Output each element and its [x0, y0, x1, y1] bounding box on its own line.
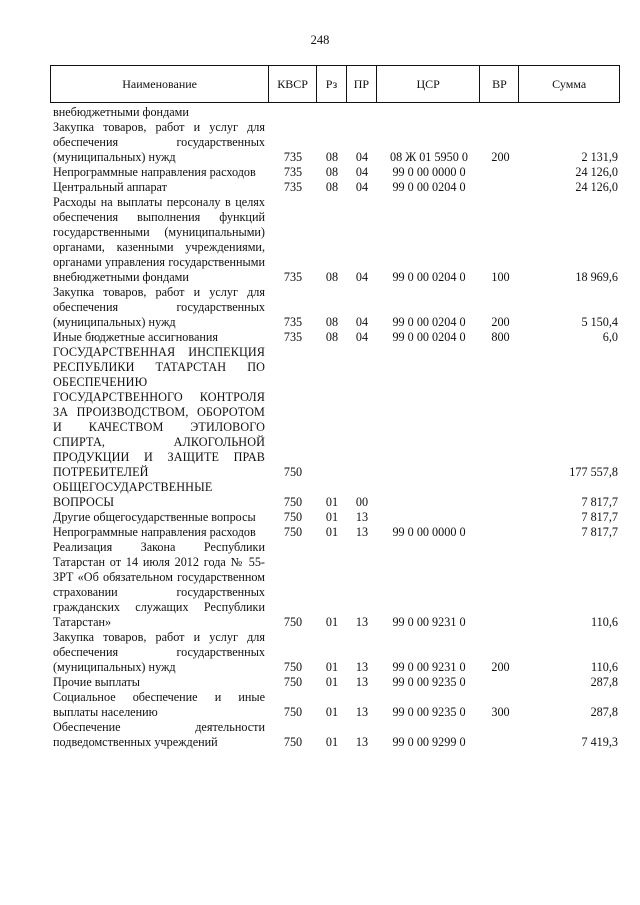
- cell-csr: 99 0 00 9235 0: [392, 705, 466, 719]
- table-row: [50, 345, 620, 480]
- table-row: [50, 525, 620, 540]
- cell-csr: [377, 480, 481, 510]
- cell-rz: 01: [325, 735, 339, 749]
- cell-vr: [481, 345, 520, 480]
- header-name: Наименование: [51, 66, 269, 102]
- cell-name: Закупка товаров, работ и услуг для обеспечения государственных (муниципальных) нужд: [53, 630, 265, 674]
- cell-rz: 08: [325, 315, 339, 329]
- cell-pr: 13: [355, 510, 369, 524]
- cell-rz: 08: [325, 330, 339, 344]
- table-body: [50, 105, 620, 750]
- cell-rz: [317, 105, 347, 120]
- cell-rz: 01: [325, 615, 339, 629]
- cell-rz: 01: [325, 660, 339, 674]
- header-vr: ВР: [480, 66, 519, 102]
- cell-pr: 04: [355, 330, 369, 344]
- cell-pr: 13: [355, 675, 369, 689]
- cell-sum: 110,6: [591, 615, 618, 629]
- table-row: [50, 540, 620, 630]
- cell-pr: 04: [355, 270, 369, 284]
- cell-name: Реализация Закона Республики Татарстан от 14 июля 2012 года № 55-ЗРТ «Об обязательном государственном страховании государственных гражданских служащих Республики Татарстан»: [53, 540, 265, 629]
- cell-kvsr: 750: [283, 675, 303, 689]
- cell-name: Иные бюджетные ассигнования: [53, 330, 219, 344]
- cell-sum: 7 817,7: [581, 510, 618, 524]
- cell-pr: 13: [355, 660, 369, 674]
- cell-csr: 99 0 00 0204 0: [392, 270, 466, 284]
- header-kvsr: КВСР: [269, 66, 317, 102]
- cell-csr: 99 0 00 9231 0: [392, 615, 466, 629]
- cell-kvsr: 750: [283, 510, 303, 524]
- cell-sum: 287,8: [590, 675, 618, 689]
- table-row: [50, 480, 620, 510]
- table-row: [50, 105, 620, 120]
- cell-name: Прочие выплаты: [53, 675, 140, 689]
- cell-vr: [481, 675, 520, 690]
- cell-pr: [347, 345, 377, 480]
- cell-name: Непрограммные направления расходов: [53, 165, 256, 179]
- table-row: [50, 165, 620, 180]
- cell-sum: 110,6: [591, 660, 618, 674]
- cell-name: Непрограммные направления расходов: [53, 525, 256, 539]
- cell-csr: 99 0 00 9235 0: [392, 675, 466, 689]
- cell-pr: 00: [355, 495, 369, 509]
- cell-vr: [481, 480, 520, 510]
- cell-csr: 99 0 00 0204 0: [392, 315, 466, 329]
- cell-csr: 99 0 00 9299 0: [392, 735, 466, 749]
- cell-kvsr: 735: [283, 270, 303, 284]
- cell-name: Обеспечение деятельности подведомственных учреждений: [53, 720, 265, 749]
- cell-rz: 08: [325, 150, 339, 164]
- cell-kvsr: 750: [283, 465, 303, 479]
- cell-vr: 200: [491, 660, 510, 674]
- table-row: [50, 195, 620, 285]
- cell-pr: 13: [355, 615, 369, 629]
- cell-vr: 200: [491, 315, 510, 329]
- table-row: [50, 675, 620, 690]
- cell-vr: [481, 540, 520, 630]
- table-row: [50, 180, 620, 195]
- cell-csr: [377, 345, 481, 480]
- table-header: [50, 65, 620, 103]
- cell-rz: 01: [325, 525, 339, 539]
- cell-sum: 287,8: [590, 705, 618, 719]
- header-sum: Сумма: [552, 76, 587, 91]
- cell-sum: 7 817,7: [581, 495, 618, 509]
- cell-rz: 01: [325, 510, 339, 524]
- cell-sum: 7 419,3: [581, 735, 618, 749]
- header-rz: Рз: [317, 66, 347, 102]
- table-row: [50, 690, 620, 720]
- cell-kvsr: [269, 105, 317, 120]
- cell-rz: 01: [325, 675, 339, 689]
- cell-name: ГОСУДАРСТВЕННАЯ ИНСПЕКЦИЯ РЕСПУБЛИКИ ТАТАРСТАН ПО ОБЕСПЕЧЕНИЮ ГОСУДАРСТВЕННОГО КОНТРОЛЯ ЗА ПРОИЗВОДСТВОМ, ОБОРОТОМ И КАЧЕСТВОМ ЭТИЛОВОГО СПИРТА, АЛКОГОЛЬНОЙ ПРОДУКЦИИ И ЗАЩИТЕ ПРАВ ПОТРЕБИТЕЛЕЙ: [53, 345, 265, 479]
- cell-kvsr: 735: [283, 150, 303, 164]
- cell-csr: [377, 105, 481, 120]
- cell-vr: 300: [491, 705, 510, 719]
- cell-csr: 99 0 00 0000 0: [392, 525, 466, 539]
- cell-name: Расходы на выплаты персоналу в целях обеспечения выполнения функций государственными (муниципальными) органами, казенными учреждениями, органами управления государственными внебюджетными фондами: [53, 195, 265, 284]
- cell-pr: 13: [355, 705, 369, 719]
- cell-pr: 04: [355, 180, 369, 194]
- cell-name: Центральный аппарат: [53, 180, 167, 194]
- cell-kvsr: 750: [283, 735, 303, 749]
- cell-sum: 6,0: [602, 330, 618, 344]
- cell-vr: [481, 165, 520, 180]
- table-row: [50, 285, 620, 330]
- table-row: [50, 720, 620, 750]
- cell-pr: [347, 105, 377, 120]
- cell-vr: 800: [491, 330, 510, 344]
- table-row: [50, 120, 620, 165]
- cell-name: Социальное обеспечение и иные выплаты населению: [53, 690, 265, 719]
- cell-name: Закупка товаров, работ и услуг для обеспечения государственных (муниципальных) нужд: [53, 120, 265, 164]
- cell-rz: [317, 345, 347, 480]
- cell-rz: 01: [325, 495, 339, 509]
- cell-sum: 177 557,8: [569, 465, 618, 479]
- cell-kvsr: 735: [283, 330, 303, 344]
- cell-rz: 08: [325, 180, 339, 194]
- cell-kvsr: 735: [283, 180, 303, 194]
- cell-kvsr: 750: [283, 615, 303, 629]
- cell-kvsr: 750: [283, 660, 303, 674]
- cell-rz: 08: [325, 270, 339, 284]
- cell-vr: [481, 525, 520, 540]
- cell-csr: 08 Ж 01 5950 0: [390, 150, 468, 164]
- cell-sum: 18 969,6: [575, 270, 618, 284]
- page-number: 248: [310, 33, 330, 47]
- cell-sum: 7 817,7: [581, 525, 618, 539]
- header-csr: ЦСР: [377, 66, 481, 102]
- cell-pr: 13: [355, 525, 369, 539]
- cell-csr: [377, 510, 481, 525]
- cell-sum: 2 131,9: [581, 150, 618, 164]
- cell-vr: [481, 510, 520, 525]
- cell-sum: 24 126,0: [575, 180, 618, 194]
- cell-name: Другие общегосударственные вопросы: [53, 510, 256, 524]
- cell-csr: 99 0 00 0000 0: [392, 165, 466, 179]
- cell-pr: 04: [355, 165, 369, 179]
- cell-rz: 08: [325, 165, 339, 179]
- cell-csr: 99 0 00 9231 0: [392, 660, 466, 674]
- table-row: [50, 510, 620, 525]
- cell-csr: 99 0 00 0204 0: [392, 330, 466, 344]
- cell-kvsr: 750: [283, 495, 303, 509]
- cell-sum: [520, 105, 620, 120]
- cell-name: Закупка товаров, работ и услуг для обеспечения государственных (муниципальных) нужд: [53, 285, 265, 329]
- cell-vr: 100: [491, 270, 510, 284]
- cell-kvsr: 735: [283, 315, 303, 329]
- cell-name: внебюджетными фондами: [53, 105, 189, 119]
- cell-kvsr: 735: [283, 165, 303, 179]
- cell-vr: [481, 720, 520, 750]
- cell-pr: 13: [355, 735, 369, 749]
- header-pr: ПР: [347, 66, 377, 102]
- cell-vr: [481, 180, 520, 195]
- cell-sum: 24 126,0: [575, 165, 618, 179]
- cell-vr: 200: [491, 150, 510, 164]
- cell-kvsr: 750: [283, 705, 303, 719]
- cell-rz: 01: [325, 705, 339, 719]
- cell-name: ОБЩЕГОСУДАРСТВЕННЫЕ ВОПРОСЫ: [53, 480, 213, 509]
- cell-sum: 5 150,4: [581, 315, 618, 329]
- cell-pr: 04: [355, 150, 369, 164]
- cell-vr: [481, 105, 520, 120]
- cell-csr: 99 0 00 0204 0: [392, 180, 466, 194]
- table-row: [50, 630, 620, 675]
- cell-pr: 04: [355, 315, 369, 329]
- cell-kvsr: 750: [283, 525, 303, 539]
- table-row: [50, 330, 620, 345]
